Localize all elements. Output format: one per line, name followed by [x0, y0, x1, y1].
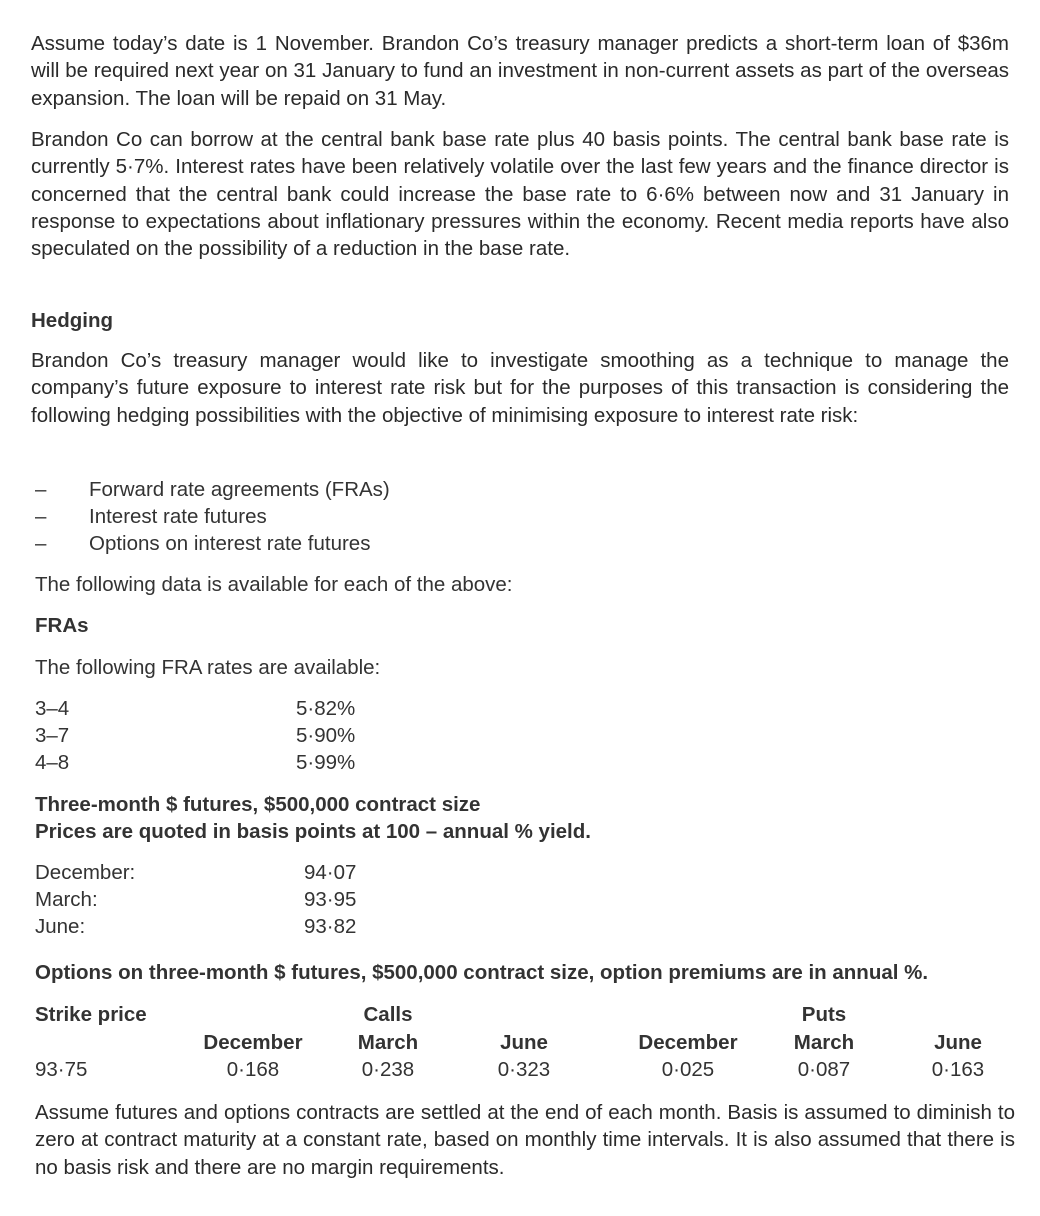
futures-subheading: Prices are quoted in basis points at 100 – annual % yield.: [35, 820, 591, 843]
data-intro: The following data is available for each of the above:: [35, 573, 513, 596]
month-header: March: [793, 1031, 855, 1054]
futures-month: December:: [35, 861, 136, 884]
fra-rate: 5·99%: [296, 751, 356, 774]
premium-value: 0·323: [497, 1058, 551, 1081]
calls-label: Calls: [363, 1003, 413, 1026]
futures-month: June:: [35, 915, 86, 938]
premium-value: 0·238: [361, 1058, 415, 1081]
month-header: June: [500, 1031, 548, 1054]
list-dash: –: [35, 532, 47, 555]
futures-price: 94·07: [304, 861, 357, 884]
futures-price: 93·82: [304, 915, 357, 938]
list-item: Interest rate futures: [89, 505, 267, 528]
fras-heading: FRAs: [35, 614, 89, 637]
list-item: Options on interest rate futures: [89, 532, 371, 555]
closing-paragraph: Assume futures and options contracts are settled at the end of each month. Basis is assumed to diminish to zero at contract maturity at a constant rate, based on monthly time intervals. It is also assumed that there is no basis risk and there are no margin requirements.: [35, 1101, 1015, 1179]
premium-value: 0·168: [226, 1058, 280, 1081]
puts-label: Puts: [801, 1003, 847, 1026]
month-header: March: [357, 1031, 419, 1054]
list-dash: –: [35, 478, 47, 501]
premium-value: 0·087: [797, 1058, 851, 1081]
strike-price-value: 93·75: [35, 1058, 88, 1081]
month-header: June: [934, 1031, 982, 1054]
options-heading: Options on three-month $ futures, $500,000 contract size, option premiums are in annual %.: [35, 961, 929, 984]
futures-month: March:: [35, 888, 98, 911]
intro-paragraph: Assume today’s date is 1 November. Brandon Co’s treasury manager predicts a short-term loan of $36m will be required next year on 31 January to fund an investment in non-current assets as part of the overseas expansion. The loan will be repaid on 31 May.: [31, 32, 1009, 110]
fra-period: 3–4: [35, 697, 70, 720]
base-rate-paragraph: Brandon Co can borrow at the central bank base rate plus 40 basis points. The central bank base rate is currently 5·7%. Interest rates have been relatively volatile over the last few years and the finance director is concerned that the central bank could increase the base rate to 6·6% between now and 31 January in response to expectations about inflationary pressures within the economy. Recent media reports have also speculated on the possibility of a reduction in the base rate.: [31, 128, 1009, 261]
futures-heading: Three-month $ futures, $500,000 contract size: [35, 793, 481, 816]
fra-rate: 5·90%: [296, 724, 356, 747]
premium-value: 0·025: [661, 1058, 715, 1081]
month-header: December: [203, 1031, 303, 1054]
fra-period: 3–7: [35, 724, 70, 747]
month-header: December: [638, 1031, 738, 1054]
fra-period: 4–8: [35, 751, 70, 774]
fra-rate: 5·82%: [296, 697, 356, 720]
hedging-paragraph: Brandon Co’s treasury manager would like to investigate smoothing as a technique to manage the company’s future exposure to interest rate risk but for the purposes of this transaction is considering the following hedging possibilities with the objective of minimising exposure to interest rate risk:: [31, 349, 1009, 427]
premium-value: 0·163: [931, 1058, 985, 1081]
futures-price: 93·95: [304, 888, 357, 911]
strike-price-label: Strike price: [35, 1003, 147, 1026]
list-item: Forward rate agreements (FRAs): [89, 478, 390, 501]
fras-intro: The following FRA rates are available:: [35, 656, 381, 679]
list-dash: –: [35, 505, 47, 528]
hedging-heading: Hedging: [31, 309, 113, 332]
